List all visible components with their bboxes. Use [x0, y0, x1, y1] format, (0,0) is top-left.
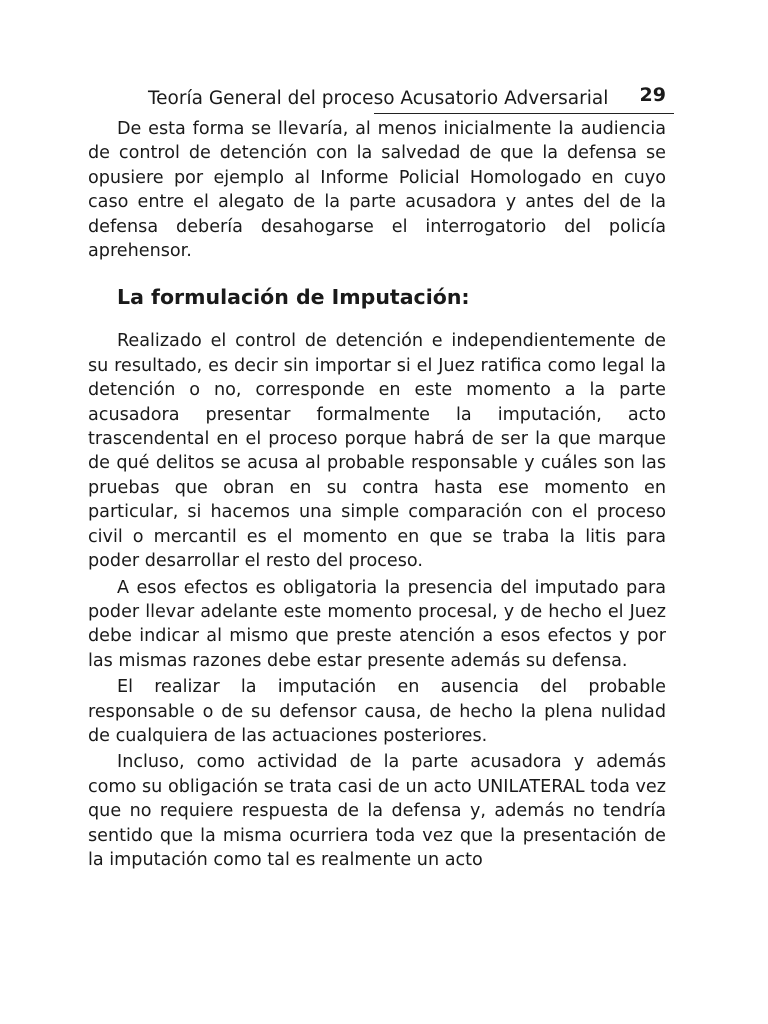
running-header-title: Teoría General del proceso Acusatorio Adversarial [148, 88, 609, 109]
paragraph: El realizar la imputación en ausencia del probable responsable o de su defensor causa, de hecho la plena nulidad de cualquiera de las actuaciones posteriores. [88, 677, 666, 746]
header-rule [374, 113, 674, 114]
page-number: 29 [639, 84, 666, 106]
paragraph: De esta forma se llevaría, al menos inicialmente la audiencia de control de detención con la salvedad de que la defensa se opusiere por ejemplo al Informe Policial Homologado en cuyo caso entre el alegato de la parte acusadora y antes del de la defensa debería desahogarse el interrogatorio del policía aprehensor. [88, 119, 666, 262]
running-header [88, 84, 666, 114]
book-page [88, 84, 666, 874]
section-heading: La formulación de Imputación: [117, 285, 470, 310]
body-text [88, 117, 666, 872]
paragraph: A esos efectos es obligatoria la presencia del imputado para poder llevar adelante este momento procesal, y de hecho el Juez debe indicar al mismo que preste atención a esos efectos y por las mismas razones debe estar presente además su defensa. [88, 577, 666, 671]
paragraph: Realizado el control de detención e independientemente de su resultado, es decir sin importar si el Juez ratifica como legal la detención o no, corresponde en este momento a la parte acusadora presentar formalmente la imputación, acto trascendental en el proceso porque habrá de ser la que marque de qué delitos se acusa al probable responsable y cuáles son las pruebas que obran en su contra hasta ese momento en particular, si hacemos una simple comparación con el proceso civil o mercantil es el momento en que se traba la litis para poder desarrollar el resto del proceso. [88, 331, 666, 572]
paragraph: Incluso, como actividad de la parte acusadora y además como su obligación se trata casi de un acto UNILATERAL toda vez que no requiere respuesta de la defensa y, además no tendría sentido que la misma ocurriera toda vez que la presentación de la imputación como tal es realmente un acto [88, 752, 666, 870]
